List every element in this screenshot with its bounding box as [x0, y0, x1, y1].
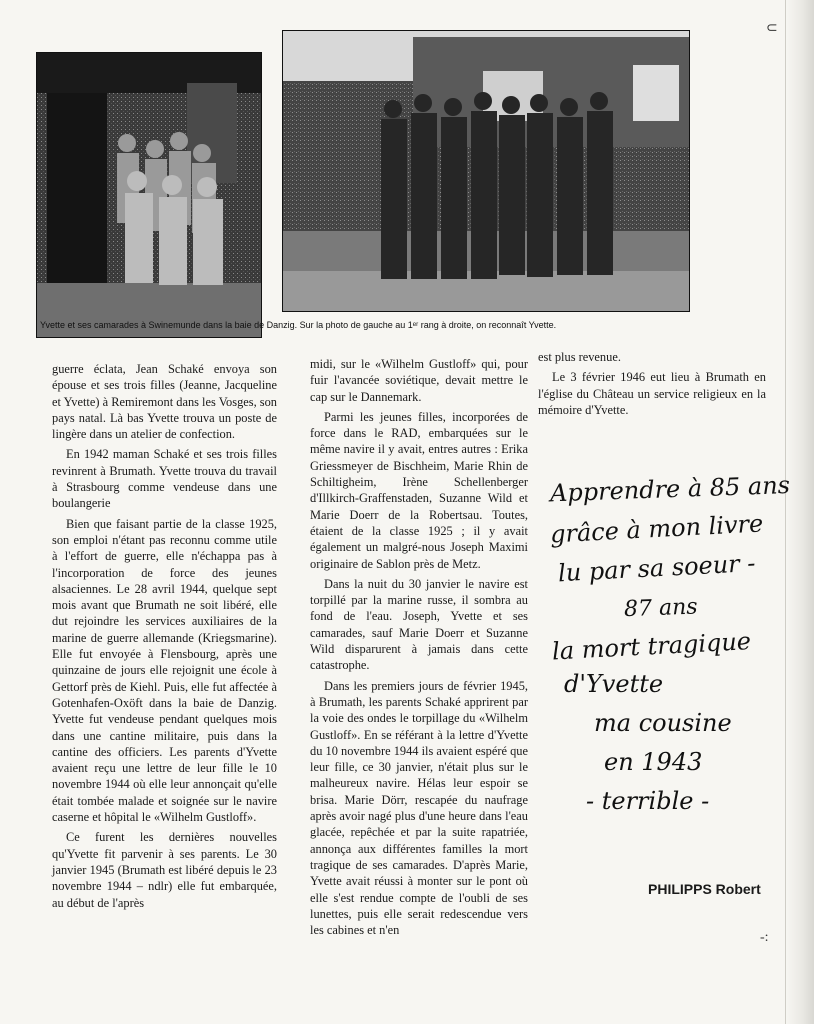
binder-ring-icon: ⊂: [766, 21, 778, 36]
photo-right-image: [283, 31, 689, 311]
handwritten-line: - terrible -: [586, 787, 710, 815]
paragraph: Dans la nuit du 30 janvier le navire est torpillé par la marine russe, il sombra au fond de l'eau. Joseph, Yvette et ses camarades, sauf Marie Doerr et Suzanne Wild disparurent à jamais dans cette catastrophe.: [310, 576, 528, 673]
handwritten-line: ma cousine: [594, 709, 732, 737]
handwritten-line: grâce à mon livre: [549, 509, 764, 549]
paragraph: Parmi les jeunes filles, incorporées de force dans le RAD, embarquées sur le même navire il y avait, entres autres : Erika Griessmeyer de Bischheim, Marie Rhin de Schiltigheim, Irène Schellenberger d'Illkirch-Graffenstaden, Suzanne Wild et Marie Doerr de la Robertsau. Toutes, étaient de la classe 1925 ; il y avait également un malgré-nous Joseph Maximi originaire de Sablon près de Metz.: [310, 409, 528, 571]
article-column-1: [52, 361, 277, 911]
paragraph: midi, sur le «Wilhelm Gustloff» qui, pour fuir l'avancée soviétique, devait mettre le cap sur le Dannemark.: [310, 357, 528, 404]
paragraph: Bien que faisant partie de la classe 1925, son emploi n'étant pas reconnu comme utile à l'effort de guerre, elle n'échappa pas à l'incorporation de force des jeunes alsaciennes. Le 28 avril 1944, quelque sept mois avant que Brumath ne soit libéré, elle dut rejoindre les services auxiliaires de la marine de guerre allemande (Kriegsmarine). Elle fut envoyée à Flensbourg, après une quinzaine de jours elle rejoignit une école à Gettorf près de Kiehl. Puis, elle fut affectée à Gotenhafen-Oxöft dans la baie de Danzig. Yvette fut vendeuse pendant quelques mois dans une cantine militaire, puis dans la cantine des officiers. Les parents d'Yvette avaient reçu une lettre de leur fille le 10 novembre 1944 où elle leur annonçait qu'elle était tombée malade et soignée sur le navire caserne et hôpital le «Wilhelm Gustloff».: [52, 516, 277, 825]
paragraph: En 1942 maman Schaké et ses trois filles revinrent à Brumath. Yvette trouva du travail à Strasbourg comme vendeuse dans une boulangerie: [52, 447, 277, 511]
author-signature: PHILIPPS Robert: [648, 881, 761, 897]
handwritten-line: 87 ans: [623, 594, 699, 623]
handwritten-line: Apprendre à 85 ans: [549, 470, 791, 508]
scan-mark: -:: [760, 930, 769, 945]
paragraph: Dans les premiers jours de février 1945, à Brumath, les parents Schaké apprirent par la voie des ondes le torpillage du «Wilhelm Gustloff». En se référant à la lettre d'Yvette du 10 novembre 1944 ils avaient espéré que leur fille, ce 30 janvier, n'était plus sur le malheureux navire. Hélas leur espoir se brisa. Marie Dörr, rescapée du naufrage après avoir nagé plus d'une heure dans l'eau glacée, repêchée et par la suite rapatriée, annonça aux différentes familles la mort tragique de ses camarades. D'après Marie, Yvette avait réussi à monter sur le pont où elle s'est rendue compte de l'oubli de ses lunettes, puis elle serait redescendue vers les cabines et n'en: [310, 678, 528, 938]
paragraph: Ce furent les dernières nouvelles qu'Yvette fit parvenir à ses parents. Le 30 janvier 1945 (Brumath est libéré depuis le 23 novembre 1944 – ndlr) elle fut embarquée, au début de l'après: [52, 830, 277, 910]
handwritten-note: [550, 470, 800, 821]
article-column-2: [310, 356, 528, 938]
article-column-3: [538, 349, 766, 418]
photo-left: [36, 52, 262, 338]
handwritten-line: la mort tragique: [551, 627, 752, 666]
handwritten-line: en 1943: [604, 748, 703, 776]
paragraph: est plus revenue.: [538, 350, 621, 364]
paragraph: Le 3 février 1946 eut lieu à Brumath en l'église du Château un service religieux en la mémoire d'Yvette.: [538, 370, 766, 417]
handwritten-line: d'Yvette: [564, 670, 664, 698]
photo-right: [282, 30, 690, 312]
paragraph: guerre éclata, Jean Schaké envoya son épouse et ses trois filles (Jeanne, Jacqueline et Yvette) à Remiremont dans les Vosges, son pays natal. Là bas Yvette trouva un poste de lingère dans un atelier de confection.: [52, 362, 277, 442]
photo-caption: Yvette et ses camarades à Swinemunde dans la baie de Danzig. Sur la photo de gauche au 1ᵉʳ rang à droite, on reconnaît Yvette.: [40, 320, 557, 330]
photo-left-image: [37, 53, 261, 337]
handwritten-line: lu par sa soeur -: [557, 549, 757, 588]
